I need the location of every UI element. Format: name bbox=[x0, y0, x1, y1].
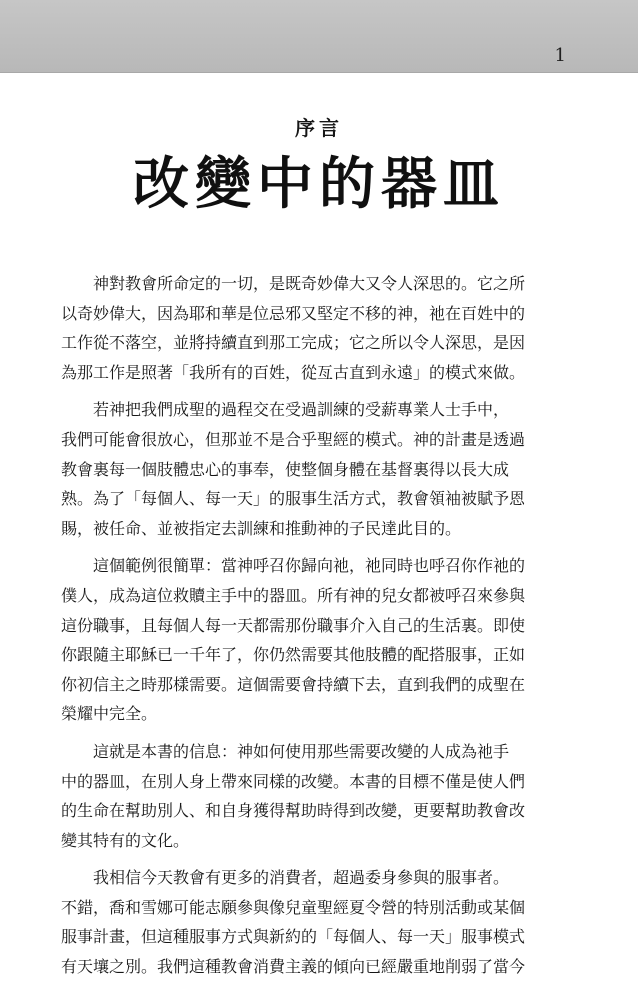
text-line: 不錯，喬和雪娜可能志願參與像兒童聖經夏令營的特別活動或某個 bbox=[61, 897, 526, 917]
text-line: 神對教會所命定的一切，是既奇妙偉大又令人深思的。它之所 bbox=[93, 274, 526, 293]
text-line: 我們可能會很放心，但那並不是合乎聖經的模式。神的計畫是透過 bbox=[61, 429, 526, 449]
text-line: 熟。為了「每個人、每一天」的服事生活方式，教會領袖被賦予恩 bbox=[61, 489, 526, 509]
text-line: 賜，被任命、並被指定去訓練和推動神的子民達此目的。 bbox=[61, 518, 462, 538]
text-line: 以奇妙偉大，因為耶和華是位忌邪又堅定不移的神，祂在百姓中的 bbox=[61, 303, 526, 323]
paragraph bbox=[61, 269, 574, 387]
text-line: 你跟隨主耶穌已一千年了，你仍然需要其他肢體的配搭服事，正如 bbox=[61, 645, 526, 665]
paragraph bbox=[61, 551, 574, 729]
text-line: 這就是本書的信息：神如何使用那些需要改變的人成為祂手 bbox=[93, 741, 510, 761]
paragraph bbox=[61, 863, 574, 981]
text-line: 我相信今天教會有更多的消費者，超過委身參與的服事者。 bbox=[93, 868, 510, 888]
page-number: 1 bbox=[554, 45, 566, 66]
text-line: 工作從不落空，並將持續直到那工完成；它之所以令人深思，是因 bbox=[61, 333, 526, 353]
text-line: 服事計畫，但這種服事方式與新約的「每個人、每一天」服事模式 bbox=[61, 927, 526, 947]
text-line: 為那工作是照著「我所有的百姓，從亙古直到永遠」的模式來做。 bbox=[61, 362, 526, 382]
top-band bbox=[0, 0, 638, 73]
paragraph bbox=[61, 395, 574, 543]
text-line: 變其特有的文化。 bbox=[61, 830, 190, 850]
text-line: 你初信主之時那樣需要。這個需要會持續下去，直到我們的成聖在 bbox=[61, 674, 526, 694]
chapter-title: 改變中的器皿 bbox=[133, 152, 505, 217]
text-line: 僕人，成為這位救贖主手中的器皿。所有神的兒女都被呼召來參與 bbox=[61, 585, 526, 605]
text-line: 這個範例很簡單：當神呼召你歸向祂，祂同時也呼召你作祂的 bbox=[93, 556, 526, 576]
text-line: 中的器皿，在別人身上帶來同樣的改變。本書的目標不僅是使人們 bbox=[61, 771, 526, 791]
paragraph bbox=[61, 737, 574, 855]
text-line: 的生命在幫助別人、和自身獲得幫助時得到改變，更要幫助教會改 bbox=[61, 801, 526, 821]
body-text bbox=[61, 269, 574, 990]
text-line: 這份職事，且每個人每一天都需那份職事介入自己的生活裏。即使 bbox=[61, 615, 526, 635]
section-label: 序言 bbox=[295, 116, 343, 140]
text-line: 榮耀中完全。 bbox=[61, 704, 158, 724]
text-line: 有天壤之別。我們這種教會消費主義的傾向已經嚴重地削弱了當今 bbox=[61, 957, 526, 977]
text-line: 若神把我們成聖的過程交在受過訓練的受薪專業人士手中， bbox=[93, 400, 510, 420]
text-line: 教會裏每一個肢體忠心的事奉，使整個身體在基督裏得以長大成 bbox=[61, 459, 510, 479]
